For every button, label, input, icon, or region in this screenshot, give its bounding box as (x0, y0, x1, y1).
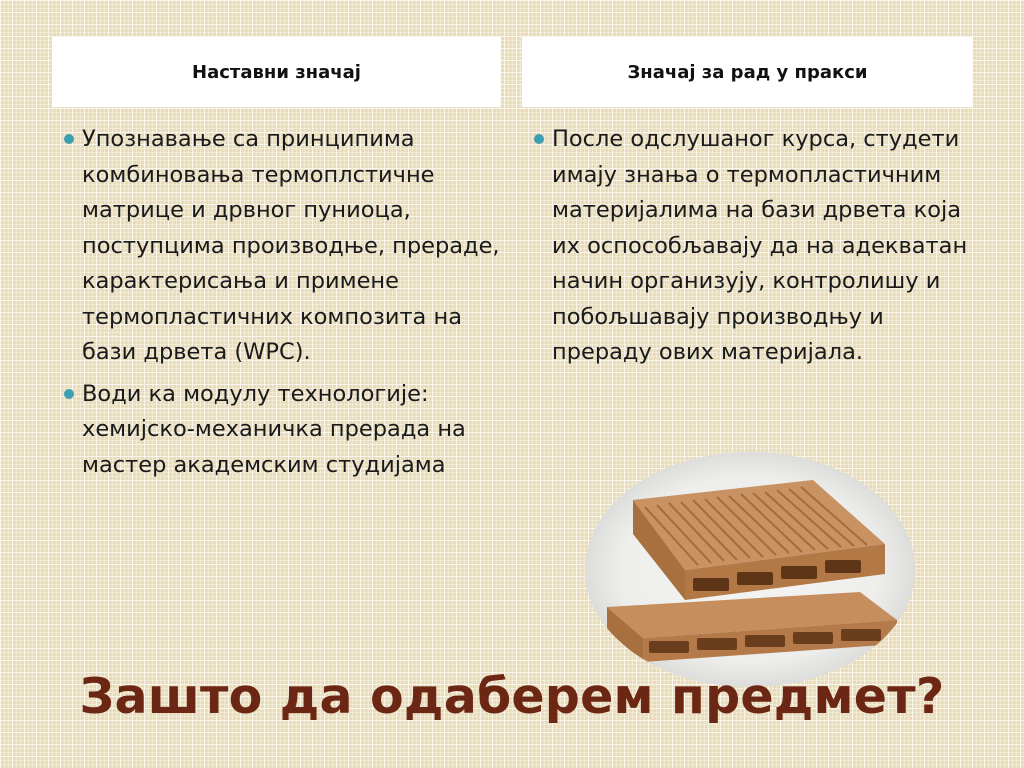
bullet-icon (64, 134, 74, 144)
practice-column (530, 122, 970, 377)
bullet-text: Упознавање са принципима комбиновања термоплстичне матрице и дрвног пуниоца, поступцима производње, прераде, карактерисања и примене термопластичних композита на бази дрвета (WPC). (82, 126, 500, 365)
column-header-teaching-label: Наставни значај (192, 61, 361, 83)
bullet-text: После одслушаног курса, студети имају знања о термопластичним материјалима на бази дрвета која их оспособљавају да на адекватан начин организују, контролишу и побољшавају производњу и прераду ових материјала. (552, 126, 968, 365)
decking-boards-illustration (585, 452, 915, 687)
teaching-column (60, 122, 500, 489)
list-item (530, 122, 970, 371)
bullet-icon (534, 134, 544, 144)
bullet-text: Води ка модулу технологије: хемијско-механичка прерада на мастер академским студијама (82, 380, 466, 478)
bullet-icon (64, 389, 74, 399)
slide-title: Зашто да одаберем предмет? (79, 668, 945, 725)
list-item (60, 122, 500, 371)
column-header-practice-label: Значај за рад у пракси (627, 61, 868, 83)
list-item (60, 377, 500, 484)
column-header-practice (522, 37, 973, 107)
column-header-teaching (52, 37, 501, 107)
decking-boards-photo (585, 452, 915, 687)
